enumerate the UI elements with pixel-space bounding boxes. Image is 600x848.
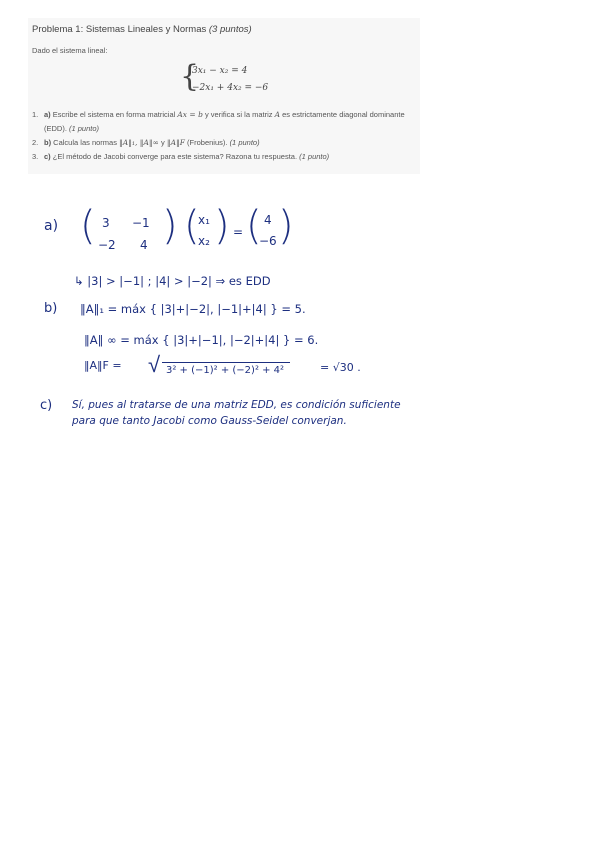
matrix-a-11: 3 [102,216,110,230]
problem-item-b: 2. b) Calcula las normas ‖A‖₁, ‖A‖∞ y ‖A‖F (Frobenius). (1 punto) [32,138,260,147]
brace: { [180,59,200,94]
paren-left: ( [184,203,200,249]
edd-check: ↳ |3| > |−1| ; |4| > |−2| ⇒ es EDD [74,274,271,288]
norm-frobenius-radicand: 3² + (−1)² + (−2)² + 4² [162,362,290,376]
paren-left: ( [246,203,262,249]
paren-right: ) [278,203,294,249]
problem-items [32,108,416,164]
matrix-a-21: −2 [98,238,116,252]
paren-left: ( [80,203,96,249]
equation-1: 3x₁ − x₂ = 4 [192,66,248,76]
equals-sign: = [233,225,244,239]
problem-title: Problema 1: Sistemas Lineales y Normas (3 puntos) [32,24,252,35]
matrix-a-12: −1 [132,216,150,230]
problem-statement [28,18,420,174]
problem-item-c: 3. c) ¿El método de Jacobi converge para este sistema? Razona tu respuesta. (1 punto) [32,152,330,161]
paren-right: ) [214,203,230,249]
norm-frobenius-label: ‖A‖F = [84,359,122,372]
norm-1: ‖A‖₁ = máx { |3|+|−2|, |−1|+|4| } = 5. [80,302,306,316]
equation-2: −2x₁ + 4x₂ = −6 [192,83,269,93]
answer-c-label: c) [40,398,53,413]
answer-c-line-1: Sí, pues al tratarse de una matriz EDD, es condición suficiente [72,399,401,411]
vector-x-1: x₁ [198,213,210,227]
answer-c-line-2: para que tanto Jacobi como Gauss-Seidel converjan. [72,415,347,427]
matrix-a-22: 4 [140,238,148,252]
norm-infinity: ‖A‖ ∞ = máx { |3|+|−1|, |−2|+|4| } = 6. [84,333,319,347]
answer-a-label: a) [44,218,59,234]
answer-b-label: b) [44,301,58,316]
problem-intro: Dado el sistema lineal: [32,46,108,55]
linear-system [180,59,290,96]
vector-b-1: 4 [264,213,272,227]
norm-frobenius-result: = √30 . [320,361,361,374]
paren-right: ) [162,203,178,249]
vector-b-2: −6 [259,234,277,248]
vector-x-2: x₂ [198,234,210,248]
radical-sign: √ [148,353,161,378]
problem-item-a: 1. a) Escribe el sistema en forma matricial Ax = b y verifica si la matriz A es estrictamente diagonal dominante (EDD). (1 punto) [32,110,405,133]
